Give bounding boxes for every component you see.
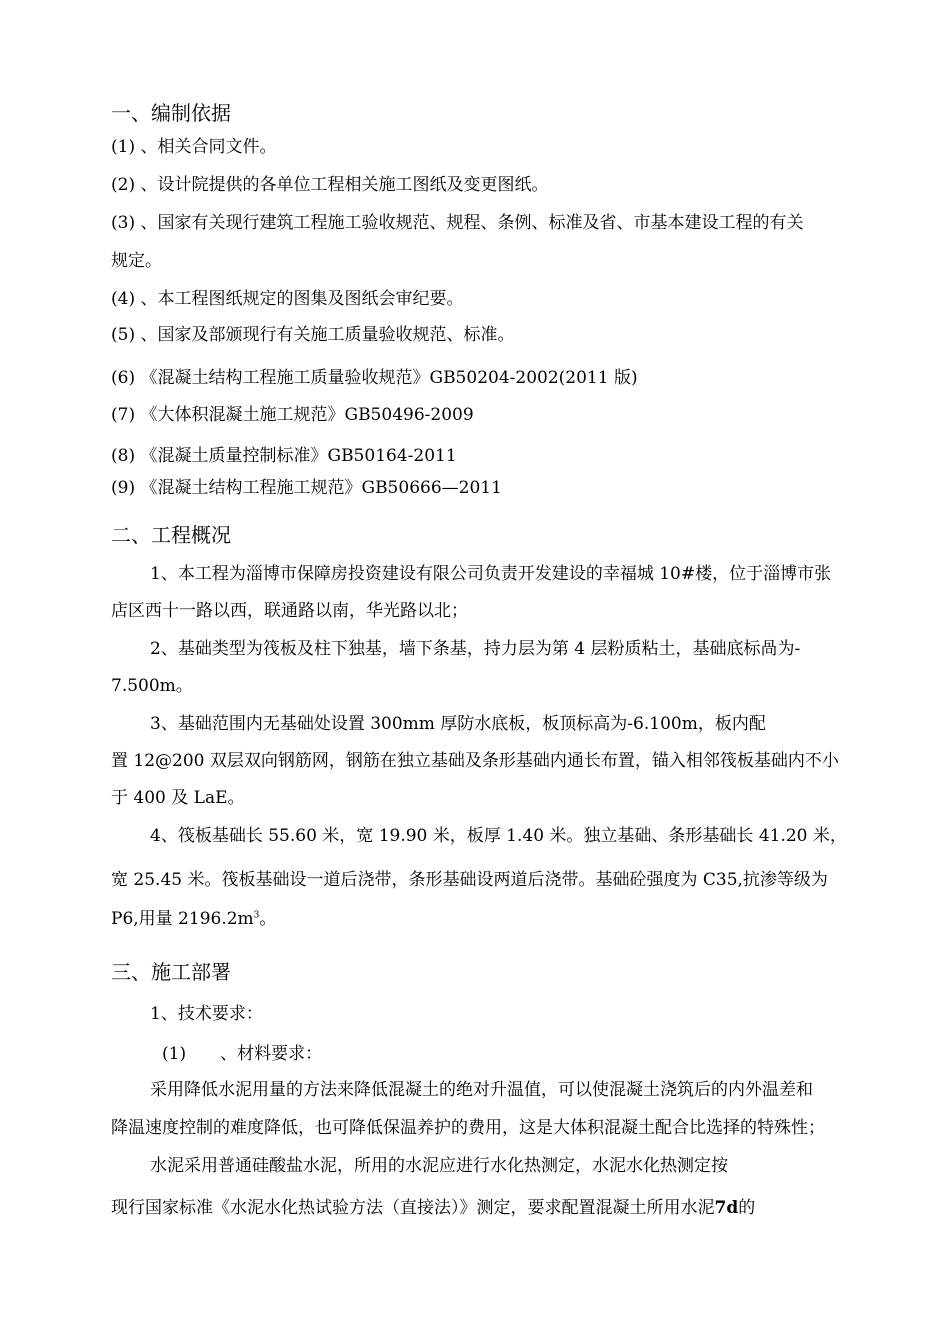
basis-item-2: (2) 、设计院提供的各单位工程相关施工图纸及变更图纸。: [111, 175, 549, 195]
basis-item-5: (5) 、国家及部颁现行有关施工质量验收规范、标准。: [111, 325, 515, 345]
section-3-title: 三、施工部署: [111, 960, 231, 984]
overview-para-1-cont: 店区西十一路以西，联通路以南，华光路以北；: [111, 601, 468, 621]
section-1-title: 一、编制依据: [111, 101, 231, 125]
material-para-1: 采用降低水泥用量的方法来降低混凝土的绝对升温值，可以使混凝土浇筑后的内外温差和: [150, 1080, 813, 1100]
basis-item-6: (6) 《混凝土结构工程施工质量验收规范》GB50204-2002(2011 版): [111, 368, 638, 388]
cement-para-cont: [111, 1196, 910, 1220]
volume-text: P6,用量 2196.2m: [111, 909, 254, 929]
cement-para-tail: 的: [738, 1198, 756, 1218]
basis-item-7: (7) 《大体积混凝土施工规范》GB50496-2009: [111, 405, 474, 425]
basis-item-9: (9) 《混凝土结构工程施工规范》GB50666—2011: [111, 478, 502, 498]
cement-7d-label: 7d: [714, 1198, 739, 1218]
basis-item-8: (8) 《混凝土质量控制标准》GB50164-2011: [111, 446, 457, 466]
overview-para-4-cont: 宽 25.45 米。筏板基础设一道后浇带，条形基础设两道后浇带。基础砼强度为 C35,抗渗等级为: [111, 870, 828, 890]
basis-item-3: (3) 、国家有关现行建筑工程施工验收规范、规程、条例、标准及省、市基本建设工程的有关: [111, 213, 804, 233]
overview-para-2: 2、基础类型为筏板及柱下独基，墙下条基，持力层为第 4 层粉质粘土，基础底标咼为-: [150, 639, 801, 659]
overview-para-3: 3、基础范围内无基础处设置 300mm 厚防水底板，板顶标高为-6.100m，板内配: [150, 714, 766, 734]
material-para-1-cont: 降温速度控制的难度降低，也可降低保温养护的费用，这是大体积混凝土配合比选择的特殊性；: [111, 1118, 825, 1138]
cement-standard-text: 现行国家标准《水泥水化热试验方法（直接法）》测定，要求配置混凝土所用水泥: [111, 1198, 715, 1218]
volume-period: 。: [259, 909, 277, 929]
overview-para-4: 4、筏板基础长 55.60 米，宽 19.90 米，板厚 1.40 米。独立基础、条形基础长 41.20 米，: [150, 826, 847, 846]
overview-para-3-cont: 置 12@200 双层双向钢筋网，钢筋在独立基础及条形基础内通长布置，锚入相邻筏板基础内不小: [111, 751, 839, 771]
overview-para-3-end: 于 400 及 LaE。: [111, 788, 245, 808]
cubic-superscript: 3: [253, 910, 260, 921]
section-2-title: 二、工程概况: [111, 523, 231, 547]
tech-requirements-heading: 1、技术要求：: [150, 1004, 263, 1024]
basis-item-1: (1) 、相关合同文件。: [111, 137, 277, 157]
overview-para-2-cont: 7.500m。: [111, 676, 193, 696]
basis-item-4: (4) 、本工程图纸规定的图集及图纸会审纪要。: [111, 289, 464, 309]
overview-para-4-end: [111, 907, 910, 931]
cement-para: 水泥采用普通硅酸盐水泥，所用的水泥应进行水化热测定，水泥水化热测定按: [150, 1156, 728, 1176]
basis-item-3-cont: 规定。: [111, 251, 162, 271]
material-requirements-heading: (1) 、材料要求：: [162, 1044, 323, 1064]
overview-para-1: 1、本工程为淄博市保障房投资建设有限公司负责开发建设的幸福城 10#楼，位于淄博市张: [150, 564, 832, 584]
